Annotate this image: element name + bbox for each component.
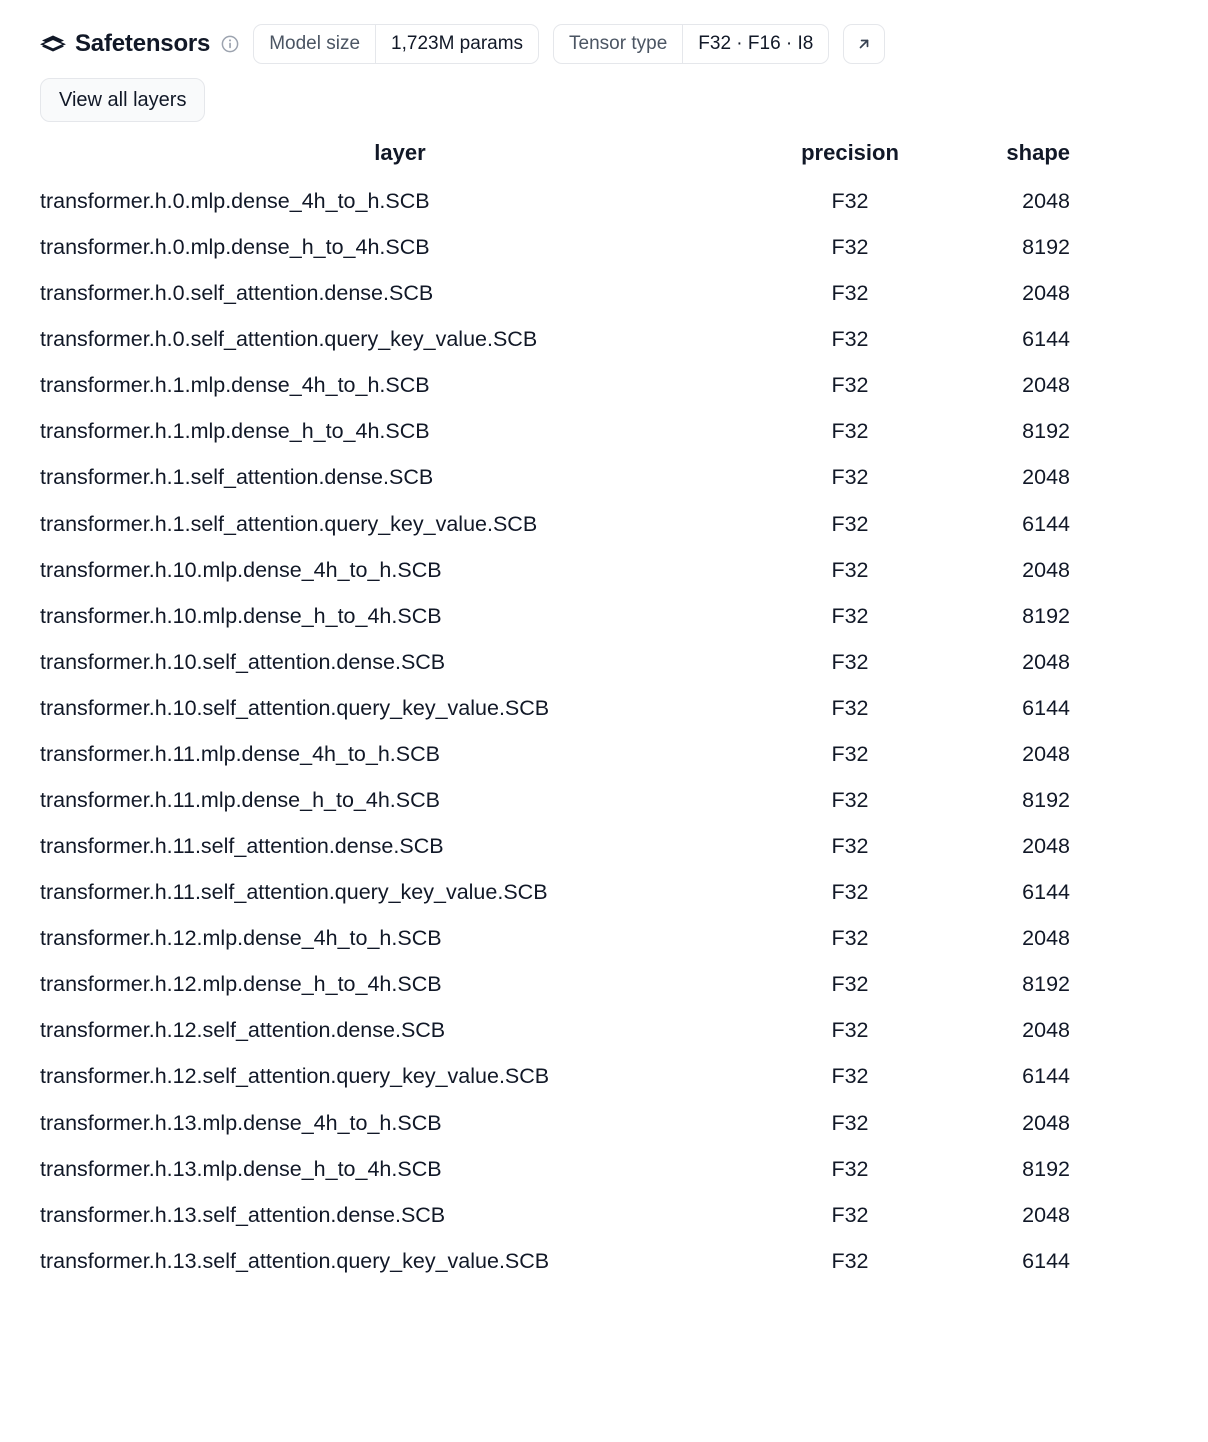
model-size-pill[interactable] [253, 24, 539, 64]
cell-layer: transformer.h.12.self_attention.dense.SCB [40, 1018, 446, 1043]
table-row [40, 1146, 1070, 1192]
cell-shape: 8192 [1022, 603, 1070, 628]
cell-layer: transformer.h.0.self_attention.query_key_value.SCB [40, 327, 538, 352]
table-row [40, 685, 1070, 731]
cell-layer: transformer.h.0.mlp.dense_h_to_4h.SCB [40, 235, 430, 260]
cell-precision: F32 [831, 1064, 869, 1089]
cell-layer: transformer.h.13.self_attention.dense.SCB [40, 1202, 446, 1227]
external-link-button[interactable] [843, 24, 885, 64]
cell-layer: transformer.h.10.mlp.dense_h_to_4h.SCB [40, 603, 442, 628]
cell-precision: F32 [831, 972, 869, 997]
cell-layer: transformer.h.11.self_attention.query_key_value.SCB [40, 880, 548, 905]
table-row [40, 501, 1070, 547]
cell-precision: F32 [831, 1248, 869, 1273]
cell-layer: transformer.h.11.mlp.dense_4h_to_h.SCB [40, 741, 440, 766]
cell-layer: transformer.h.12.mlp.dense_h_to_4h.SCB [40, 972, 442, 997]
table-row [40, 961, 1070, 1007]
cell-precision: F32 [831, 327, 869, 352]
cell-shape: 2048 [1022, 557, 1070, 582]
cell-shape: 2048 [1022, 1110, 1070, 1135]
column-header-layer: layer [374, 140, 426, 165]
cell-precision: F32 [831, 281, 869, 306]
cell-layer: transformer.h.11.self_attention.dense.SCB [40, 834, 444, 859]
cell-shape: 8192 [1022, 972, 1070, 997]
cell-shape: 8192 [1022, 235, 1070, 260]
view-all-layers-button[interactable]: View all layers [40, 78, 205, 122]
cell-layer: transformer.h.13.mlp.dense_4h_to_h.SCB [40, 1110, 442, 1135]
cell-precision: F32 [831, 511, 869, 536]
cell-layer: transformer.h.11.mlp.dense_h_to_4h.SCB [40, 788, 440, 813]
cell-shape: 6144 [1022, 327, 1070, 352]
safetensors-logo-icon [40, 31, 66, 57]
cell-shape: 2048 [1022, 373, 1070, 398]
cell-precision: F32 [831, 926, 869, 951]
cell-precision: F32 [831, 373, 869, 398]
cell-layer: transformer.h.13.self_attention.query_key_value.SCB [40, 1248, 550, 1273]
cell-layer: transformer.h.10.self_attention.dense.SCB [40, 649, 446, 674]
cell-layer: transformer.h.0.self_attention.dense.SCB [40, 281, 434, 306]
table-row [40, 224, 1070, 270]
table-row [40, 593, 1070, 639]
cell-precision: F32 [831, 695, 869, 720]
cell-shape: 8192 [1022, 419, 1070, 444]
cell-layer: transformer.h.1.mlp.dense_4h_to_h.SCB [40, 373, 430, 398]
tensor-type-label: Tensor type [569, 33, 668, 54]
tensor-type-pill[interactable] [553, 24, 829, 64]
table-row [40, 1007, 1070, 1053]
safetensors-brand [40, 30, 239, 58]
cell-precision: F32 [831, 1202, 869, 1227]
model-size-label: Model size [269, 33, 361, 54]
cell-precision: F32 [831, 1018, 869, 1043]
table-row [40, 270, 1070, 316]
cell-shape: 2048 [1022, 926, 1070, 951]
cell-shape: 6144 [1022, 1064, 1070, 1089]
cell-layer: transformer.h.10.self_attention.query_key_value.SCB [40, 695, 550, 720]
table-row [40, 869, 1070, 915]
cell-layer: transformer.h.13.mlp.dense_h_to_4h.SCB [40, 1156, 442, 1181]
tensor-type-value: F32 · F16 · I8 [682, 25, 828, 63]
cell-shape: 2048 [1022, 1202, 1070, 1227]
cell-precision: F32 [831, 189, 869, 213]
cell-precision: F32 [831, 788, 869, 813]
cell-shape: 6144 [1022, 695, 1070, 720]
cell-precision: F32 [831, 603, 869, 628]
model-size-value: 1,723M params [375, 25, 538, 63]
cell-shape: 6144 [1022, 880, 1070, 905]
cell-shape: 2048 [1022, 649, 1070, 674]
safetensors-header [40, 24, 1168, 64]
external-link-icon [855, 35, 873, 53]
cell-shape: 2048 [1022, 281, 1070, 306]
column-header-precision: precision [801, 140, 899, 165]
table-row [40, 547, 1070, 593]
cell-precision: F32 [831, 880, 869, 905]
cell-layer: transformer.h.1.mlp.dense_h_to_4h.SCB [40, 419, 430, 444]
safetensors-label: Safetensors [75, 30, 211, 57]
cell-precision: F32 [831, 1110, 869, 1135]
info-icon[interactable] [221, 35, 239, 53]
cell-layer: transformer.h.0.mlp.dense_4h_to_h.SCB [40, 189, 430, 213]
cell-layer: transformer.h.12.self_attention.query_key_value.SCB [40, 1064, 550, 1089]
cell-shape: 8192 [1022, 1156, 1070, 1181]
cell-precision: F32 [831, 419, 869, 444]
cell-shape: 8192 [1022, 788, 1070, 813]
table-row [40, 408, 1070, 454]
table-row [40, 362, 1070, 408]
cell-precision: F32 [831, 235, 869, 260]
cell-shape: 2048 [1022, 465, 1070, 490]
table-header-row [40, 140, 1070, 178]
cell-precision: F32 [831, 1156, 869, 1181]
table-row [40, 731, 1070, 777]
cell-precision: F32 [831, 465, 869, 490]
table-row [40, 454, 1070, 500]
cell-precision: F32 [831, 557, 869, 582]
view-all-layers-row [40, 78, 1168, 122]
cell-precision: F32 [831, 649, 869, 674]
table-row [40, 1100, 1070, 1146]
cell-precision: F32 [831, 834, 869, 859]
table-row [40, 1238, 1070, 1284]
cell-shape: 2048 [1022, 1018, 1070, 1043]
cell-shape: 2048 [1022, 834, 1070, 859]
column-header-shape: shape [1006, 140, 1070, 165]
table-row [40, 915, 1070, 961]
table-row [40, 178, 1070, 224]
cell-shape: 6144 [1022, 511, 1070, 536]
table-row [40, 823, 1070, 869]
cell-shape: 2048 [1022, 189, 1070, 213]
cell-layer: transformer.h.1.self_attention.dense.SCB [40, 465, 434, 490]
table-row [40, 639, 1070, 685]
cell-layer: transformer.h.1.self_attention.query_key_value.SCB [40, 511, 538, 536]
cell-shape: 6144 [1022, 1248, 1070, 1273]
table-row [40, 1053, 1070, 1099]
table-row [40, 1192, 1070, 1238]
table-row [40, 777, 1070, 823]
table-row [40, 316, 1070, 362]
layers-table [40, 140, 1070, 1284]
cell-layer: transformer.h.10.mlp.dense_4h_to_h.SCB [40, 557, 442, 582]
cell-layer: transformer.h.12.mlp.dense_4h_to_h.SCB [40, 926, 442, 951]
cell-shape: 2048 [1022, 741, 1070, 766]
cell-precision: F32 [831, 741, 869, 766]
